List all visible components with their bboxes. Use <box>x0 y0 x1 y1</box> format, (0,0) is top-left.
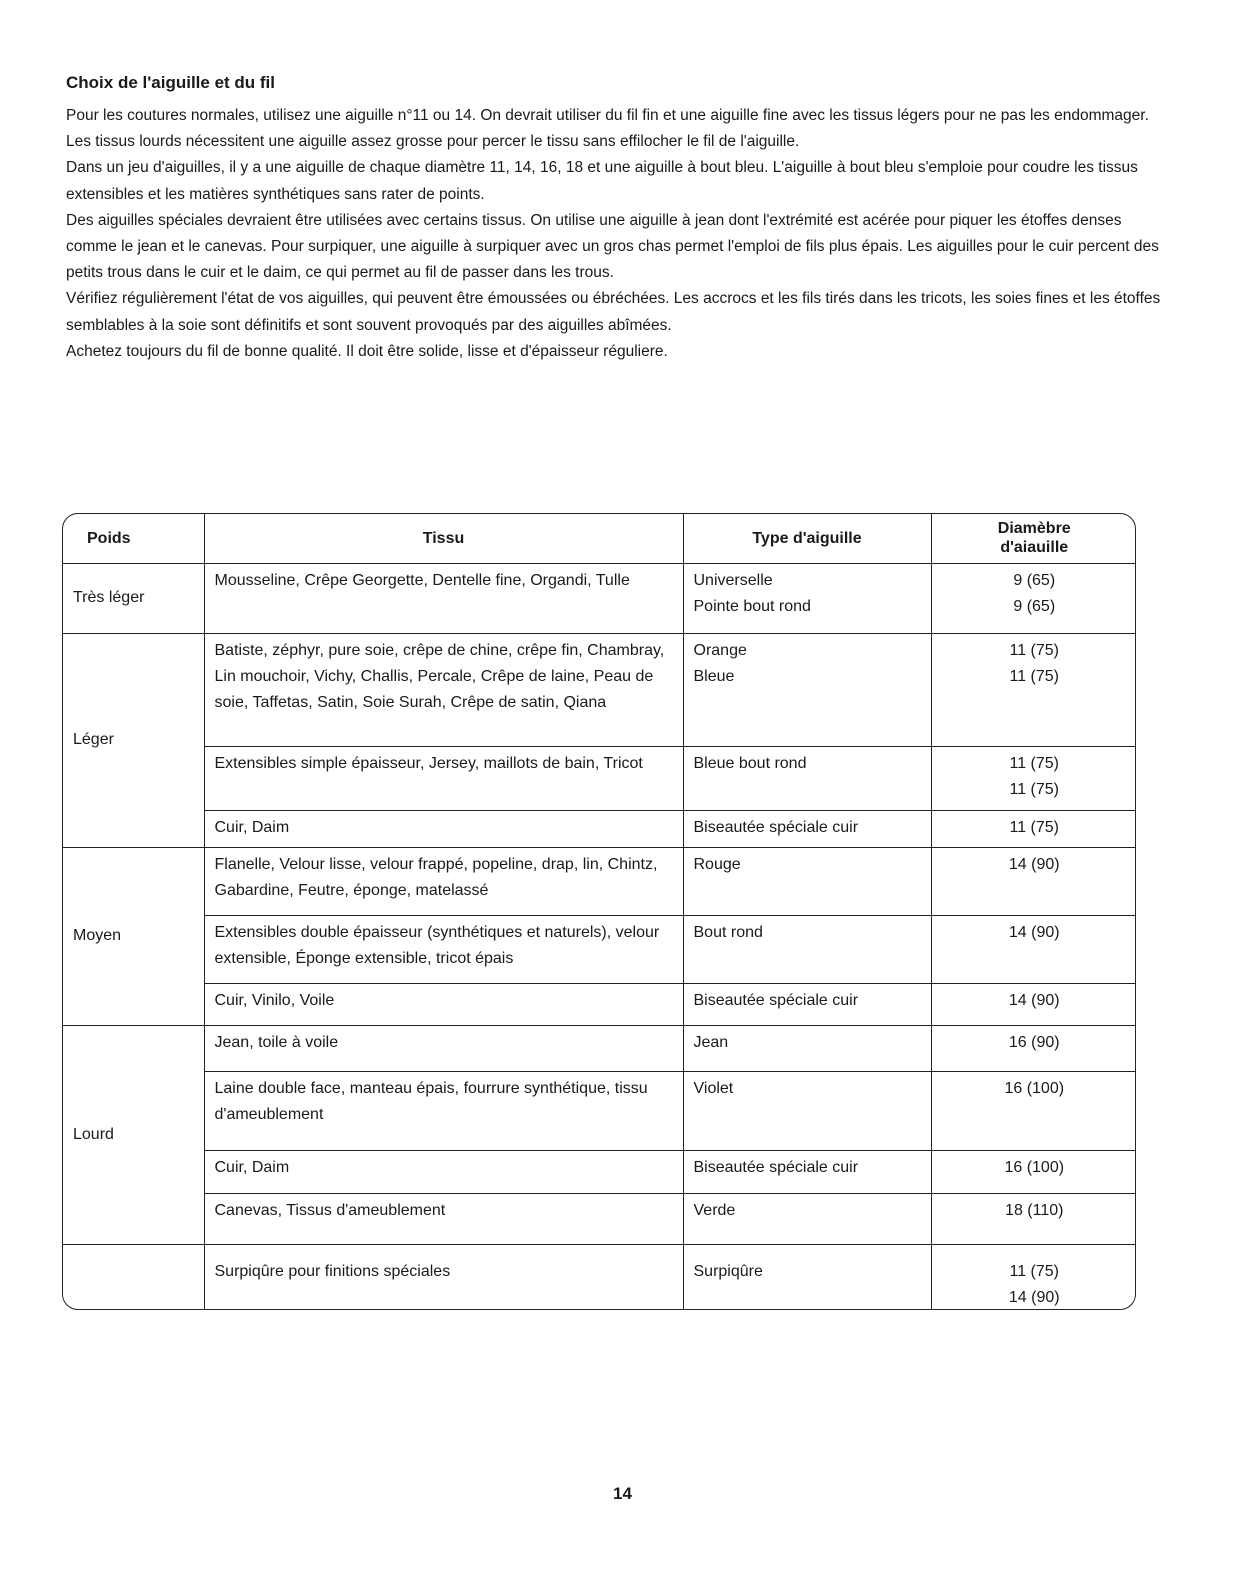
table-row <box>63 1150 1136 1193</box>
table-row <box>63 1025 1136 1071</box>
type-cell <box>683 1244 931 1310</box>
paragraph: Des aiguilles spéciales devraient être utilisées avec certains tissus. On utilise une aiguille à jean dont l'extrémité est acérée pour piquer les étoffes denses comme le jean et le canevas. Pour surpiquer, une aiguille à surpiquer avec un gros chas permet l'emploi de fils plus épais. Les aiguilles pour le cuir percent des petits trous dans le cuir et le daim, ce qui permet au fil de passer dans les trous. <box>66 211 1159 282</box>
header-diametre-line2: d'aiauille <box>1000 539 1069 557</box>
paragraph: Pour les coutures normales, utilisez une aiguille n°11 ou 14. On devrait utiliser du fil fin et une aiguille fine avec les tissus légers pour ne pas les endommager. Les tissus lourds nécessitent une aiguille assez grosse pour percer le tissu sans effilocher le fil de l'aiguille. <box>66 107 1149 151</box>
diam-cell <box>931 915 1136 983</box>
type-line: Biseautée spéciale cuir <box>693 991 859 1009</box>
weight-leger: Léger <box>63 633 204 847</box>
type-line: Violet <box>693 1079 734 1097</box>
type-line: Bleue bout rond <box>693 754 807 772</box>
tissu-cell: Cuir, Daim <box>204 1150 683 1193</box>
table-row <box>63 1071 1136 1150</box>
diam-cell <box>931 1150 1136 1193</box>
type-cell <box>683 1025 931 1071</box>
type-line: Rouge <box>693 855 741 873</box>
type-line: Orange <box>693 641 747 659</box>
tissu-cell: Cuir, Vinilo, Voile <box>204 983 683 1025</box>
weight-lourd: Lourd <box>63 1025 204 1244</box>
type-cell <box>683 810 931 847</box>
table-row <box>63 810 1136 847</box>
diam-cell <box>931 1193 1136 1244</box>
table-header-row <box>63 514 1136 563</box>
diam-cell <box>931 847 1136 915</box>
table-row <box>63 847 1136 915</box>
type-line: Bleue <box>693 667 735 685</box>
diam-line: 11 (75) <box>1009 754 1059 772</box>
diam-line: 18 (110) <box>1005 1201 1064 1219</box>
tissu-cell: Extensibles double épaisseur (synthétiques et naturels), velour extensible, Éponge extensible, tricot épais <box>204 915 683 983</box>
needle-thread-table <box>62 513 1136 1310</box>
diam-line: 9 (65) <box>1013 597 1056 615</box>
tissu-cell: Surpiqûre pour finitions spéciales <box>204 1244 683 1310</box>
header-tissu: Tissu <box>204 514 683 563</box>
type-line: Pointe bout rond <box>693 597 811 615</box>
diam-line: 14 (90) <box>1008 855 1060 873</box>
diam-line: 11 (75) <box>1009 1262 1059 1280</box>
diam-cell <box>931 1025 1136 1071</box>
diam-line: 16 (100) <box>1004 1079 1065 1097</box>
header-diametre-line1: Diamèbre <box>997 520 1071 538</box>
type-line: Jean <box>693 1033 729 1051</box>
type-cell <box>683 746 931 810</box>
type-line: Surpiqûre <box>693 1262 763 1280</box>
type-cell <box>683 563 931 633</box>
table-row <box>63 983 1136 1025</box>
paragraph: Vérifiez régulièrement l'état de vos aiguilles, qui peuvent être émoussées ou ébréchées. Les accrocs et les fils tirés dans les tricots, les soies fines et les étoffes semblables à la soie sont définitifs et sont souvent provoqués par des aiguilles abîmées. <box>66 290 1161 334</box>
type-cell <box>683 915 931 983</box>
type-line: Universelle <box>693 571 773 589</box>
diam-line: 9 (65) <box>1013 571 1056 589</box>
tissu-cell: Mousseline, Crêpe Georgette, Dentelle fine, Organdi, Tulle <box>204 563 683 633</box>
table-row <box>63 915 1136 983</box>
tissu-cell: Extensibles simple épaisseur, Jersey, maillots de bain, Tricot <box>204 746 683 810</box>
diam-line: 14 (90) <box>1008 923 1060 941</box>
diam-line: 11 (75) <box>1009 818 1059 836</box>
tissu-cell: Canevas, Tissus d'ameublement <box>204 1193 683 1244</box>
weight-moyen: Moyen <box>63 847 204 1025</box>
section-heading: Choix de l'aiguille et du fil <box>66 73 276 92</box>
type-cell <box>683 1071 931 1150</box>
diam-line: 11 (75) <box>1009 667 1059 685</box>
type-cell <box>683 983 931 1025</box>
tissu-cell: Cuir, Daim <box>204 810 683 847</box>
diam-cell <box>931 983 1136 1025</box>
header-poids: Poids <box>63 514 204 563</box>
tissu-cell: Jean, toile à voile <box>204 1025 683 1071</box>
type-cell <box>683 633 931 746</box>
paragraph: Dans un jeu d'aiguilles, il y a une aiguille de chaque diamètre 11, 14, 16, 18 et une aiguille à bout bleu. L'aiguille à bout bleu s'emploie pour coudre les tissus extensibles et les matières synthétiques sans rater de points. <box>66 159 1138 203</box>
type-cell <box>683 847 931 915</box>
paragraph: Achetez toujours du fil de bonne qualité. Il doit être solide, lisse et d'épaisseur réguliere. <box>66 342 668 360</box>
tissu-cell: Laine double face, manteau épais, fourrure synthétique, tissu d'ameublement <box>204 1071 683 1150</box>
tissu-cell: Batiste, zéphyr, pure soie, crêpe de chine, crêpe fin, Chambray, Lin mouchoir, Vichy, Challis, Percale, Crêpe de laine, Peau de soie, Taffetas, Satin, Soie Surah, Crêpe de satin, Qiana <box>204 633 683 746</box>
diam-cell <box>931 563 1136 633</box>
table-row <box>63 1193 1136 1244</box>
diam-cell <box>931 1071 1136 1150</box>
page-number: 14 <box>613 1484 632 1503</box>
table-row <box>63 563 1136 633</box>
type-line: Verde <box>693 1201 736 1219</box>
diam-line: 16 (100) <box>1004 1158 1065 1176</box>
type-line: Biseautée spéciale cuir <box>693 1158 859 1176</box>
table-row <box>63 633 1136 746</box>
intro-text <box>66 103 1166 365</box>
tissu-cell: Flanelle, Velour lisse, velour frappé, popeline, drap, lin, Chintz, Gabardine, Feutre, éponge, matelassé <box>204 847 683 915</box>
weight-empty <box>63 1244 204 1310</box>
type-line: Bout rond <box>693 923 763 941</box>
diam-cell <box>931 810 1136 847</box>
diam-cell <box>931 1244 1136 1310</box>
header-type: Type d'aiguille <box>683 514 931 563</box>
table-row <box>63 746 1136 810</box>
type-line: Biseautée spéciale cuir <box>693 818 859 836</box>
diam-cell <box>931 746 1136 810</box>
diam-line: 14 (90) <box>1008 991 1060 1009</box>
diam-line: 16 (90) <box>1008 1033 1060 1051</box>
type-cell <box>683 1193 931 1244</box>
header-diametre <box>931 514 1136 563</box>
diam-line: 11 (75) <box>1009 780 1059 798</box>
diam-line: 14 (90) <box>1008 1288 1060 1306</box>
type-cell <box>683 1150 931 1193</box>
table-row <box>63 1244 1136 1310</box>
diam-cell <box>931 633 1136 746</box>
diam-line: 11 (75) <box>1009 641 1059 659</box>
weight-tres-leger: Très léger <box>63 563 204 633</box>
